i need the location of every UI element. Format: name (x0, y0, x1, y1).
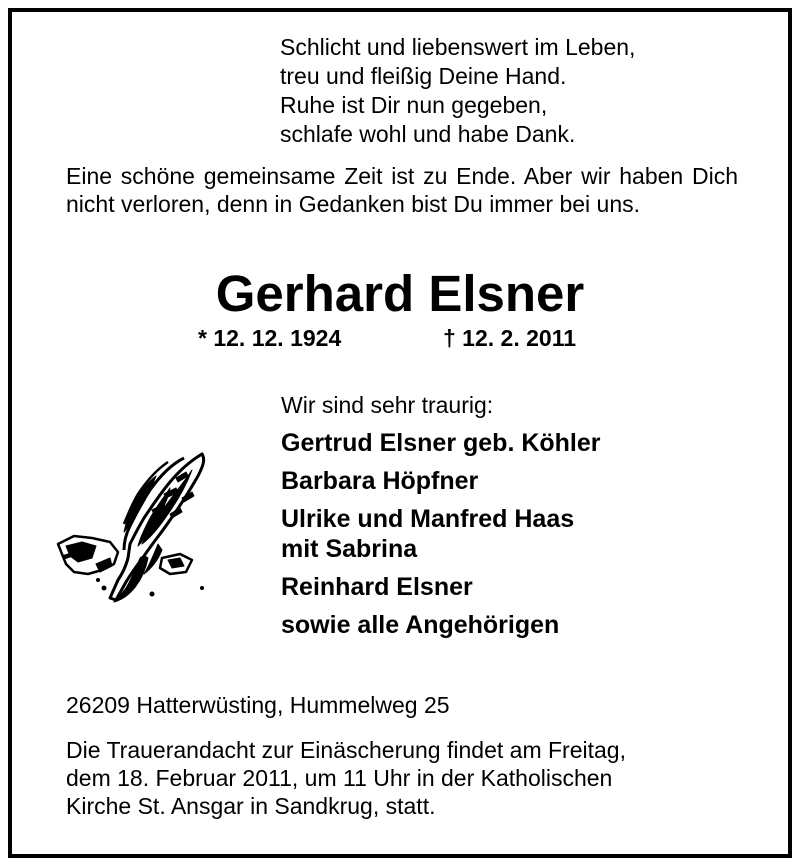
funeral-notice (66, 736, 738, 820)
poem (280, 33, 635, 149)
address: 26209 Hatterwüsting, Hummelweg 25 (66, 692, 450, 718)
mourner-entry (281, 572, 601, 602)
mourner-entry (281, 466, 601, 496)
mourner-entry (281, 504, 601, 564)
death-date: † 12. 2. 2011 (443, 325, 577, 351)
mourners-list (281, 428, 601, 648)
mourner-entry (281, 610, 601, 640)
notice-line: Die Trauerandacht zur Einäscherung findet am Freitag, (66, 737, 626, 763)
notice-line: Kirche St. Ansgar in Sandkrug, statt. (66, 793, 436, 819)
praying-hands-icon (52, 448, 214, 608)
mourner-name: sowie alle Angehörigen (281, 611, 560, 639)
birth-date: * 12. 12. 1924 (198, 325, 342, 351)
mourner-name-continued: mit Sabrina (281, 535, 418, 563)
mourner-name: Reinhard Elsner (281, 573, 473, 601)
intro-text: Eine schöne gemeinsame Zeit ist zu Ende. Aber wir haben Dich nicht verloren, denn in Gedanken bist Du immer bei uns. (66, 163, 738, 217)
deceased-name: Gerhard Elsner (215, 265, 585, 322)
poem-line: treu und fleißig Deine Hand. (280, 63, 567, 89)
notice-line: dem 18. Februar 2011, um 11 Uhr in der Katholischen (66, 765, 613, 791)
poem-line: Ruhe ist Dir nun gegeben, (280, 92, 548, 118)
mourner-name: Gertrud Elsner geb. Köhler (281, 429, 601, 457)
poem-line: Schlicht und liebenswert im Leben, (280, 34, 636, 60)
poem-line: schlafe wohl und habe Dank. (280, 121, 576, 147)
mourner-entry (281, 428, 601, 458)
mourner-name: Barbara Höpfner (281, 467, 479, 495)
mourner-name: Ulrike und Manfred Haas (281, 505, 575, 533)
mourners-intro: Wir sind sehr traurig: (281, 392, 494, 418)
